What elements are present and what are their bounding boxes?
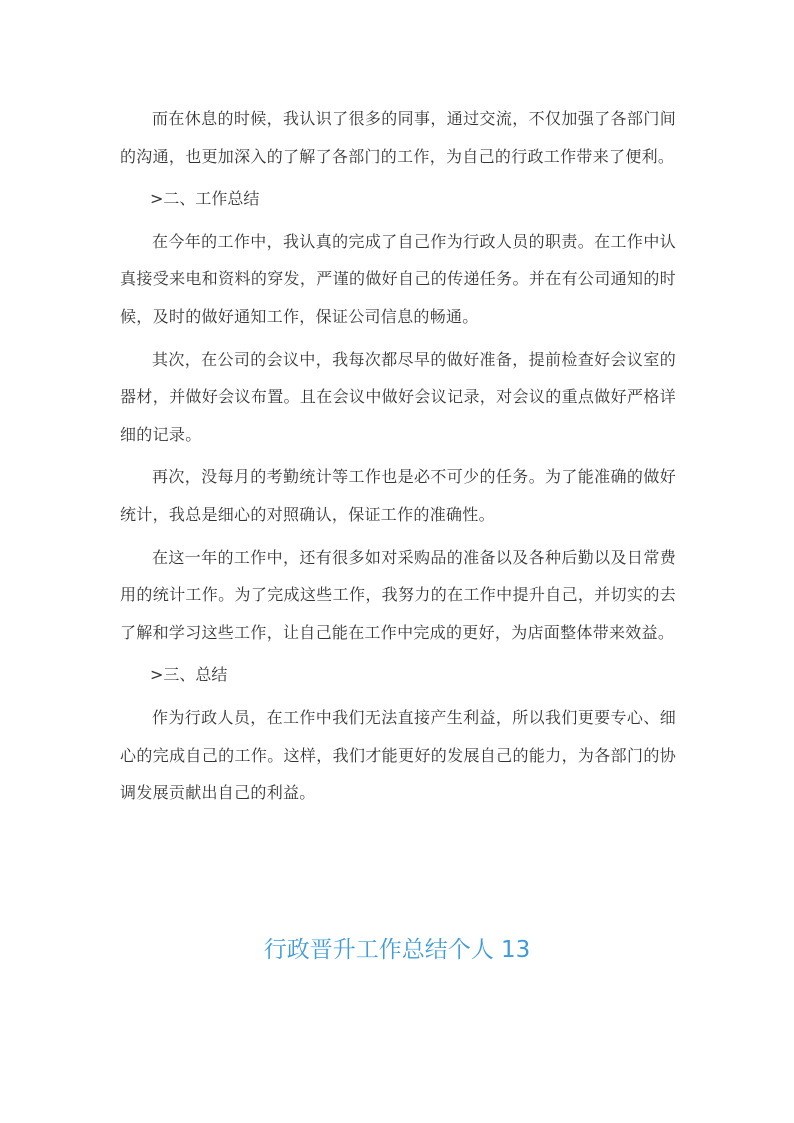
document-body: [120, 100, 676, 817]
next-article-title: 行政晋升工作总结个人 13: [263, 937, 531, 963]
paragraph-conclusion: 作为行政人员，在工作中我们无法直接产生利益，所以我们更要专心、细心的完成自己的工作。这样，我们才能更好的发展自己的能力，为各部门的协调发展贡献出自己的利益。: [120, 707, 676, 803]
section-heading-conclusion: >三、总结: [150, 665, 228, 685]
paragraph-meetings: 其次，在公司的会议中，我每次都尽早的做好准备，提前检查好会议室的器材，并做好会议布置。且在会议中做好会议记录，对会议的重点做好严格详细的记录。: [120, 349, 676, 444]
paragraph-logistics: 在这一年的工作中，还有很多如对采购品的准备以及各种后勤以及日常费用的统计工作。为了完成这些工作，我努力的在工作中提升自己，并切实的去了解和学习这些工作，让自己能在工作中完成的更好，为店面整体带来效益。: [120, 547, 676, 642]
paragraph-duties: 在今年的工作中，我认真的完成了自己作为行政人员的职责。在工作中认真接受来电和资料的穿发，严谨的做好自己的传递任务。并在有公司通知的时候，及时的做好通知工作，保证公司信息的畅通。: [120, 231, 676, 326]
paragraph-attendance: 再次，没每月的考勤统计等工作也是必不可少的任务。为了能准确的做好统计，我总是细心的对照确认，保证工作的准确性。: [120, 467, 676, 524]
paragraph-rest-communication: 而在休息的时候，我认识了很多的同事，通过交流，不仅加强了各部门间的沟通，也更加深入的了解了各部门的工作，为自己的行政工作带来了便利。: [120, 109, 676, 166]
section-heading-work-summary: >二、工作总结: [150, 189, 260, 209]
